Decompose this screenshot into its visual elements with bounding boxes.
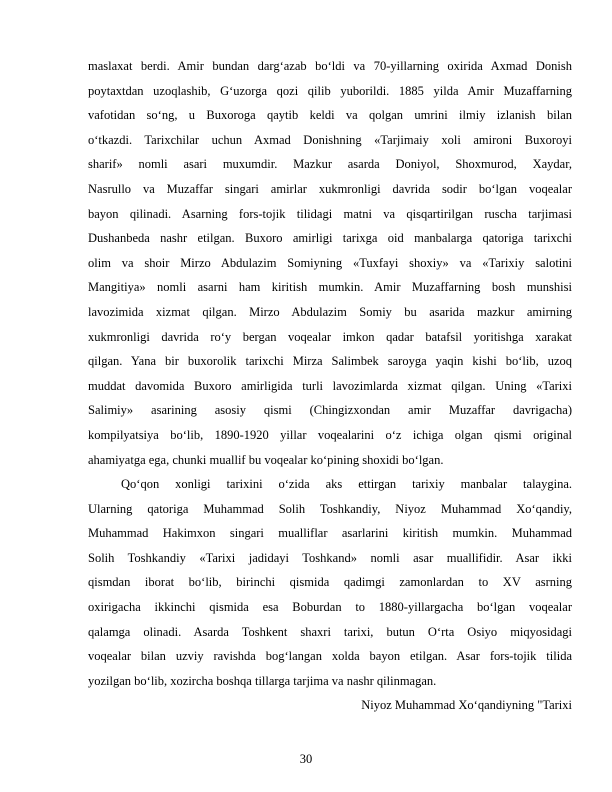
text-line: kompilyatsiya bo‘lib, 1890-1920 yillar voqealarini o‘z ichiga olgan qismi original — [88, 427, 572, 442]
text-line: Salimiy» asarining asosiy qismi (Chingizxondan amir Muzaffar davrigacha) — [88, 403, 572, 418]
text-line: qismdan iborat bo‘lib, birinchi qismida qadimgi zamonlardan to XV asrning — [88, 575, 572, 590]
text-line: Mangitiya» nomli asarni ham kiritish mumkin. Amir Muzaffarning bosh munshisi — [88, 280, 572, 295]
text-line: Solih Toshkandiy «Tarixi jadidayi Toshkand» nomli asar muallifidir. Asar ikki — [88, 550, 572, 565]
text-line: lavozimida xizmat qilgan. Mirzo Abdulazim Somiy bu asarida mazkur amirning — [88, 304, 572, 319]
paragraph-end-line: ahamiyatga ega, chunki muallif bu voqealar ko‘pining shoxidi bo‘lgan. — [88, 452, 444, 467]
text-line: poytaxtdan uzoqlashib, G‘uzorga qozi qilib yuborildi. 1885 yilda Amir Muzaffarning — [88, 83, 572, 98]
text-line: xukmronligi davrida ro‘y bergan voqealar imkon qadar batafsil yoritishga xarakat — [88, 329, 572, 344]
text-line: bayon qilinadi. Asarning fors-tojik tilidagi matni va qisqartirilgan ruscha tarjimasi — [88, 206, 572, 221]
text-line: Muhammad Hakimxon singari mualliflar asarlarini kiritish mumkin. Muhammad — [88, 526, 572, 541]
text-line: Ularning qatoriga Muhammad Solih Toshkandiy, Niyoz Muhammad Xo‘qandiy, — [88, 501, 572, 516]
text-line: Dushanbeda nashr etilgan. Buxoro amirligi tarixga oid manbalarga qatoriga tarixchi — [88, 231, 572, 246]
text-line: qilgan. Yana bir buxorolik tarixchi Mirza Salimbek saroyga yaqin kishi bo‘lib, uzoq — [88, 354, 572, 369]
paragraph-end-line: yozilgan bo‘lib, xozircha boshqa tillarga tarjima va nashr qilinmagan. — [88, 673, 437, 688]
text-line: Nasrullo va Muzaffar singari amirlar xukmronligi davrida sodir bo‘lgan voqealar — [88, 181, 572, 196]
page-number: 30 — [299, 752, 313, 766]
text-line: o‘tkazdi. Tarixchilar uchun Axmad Donishning «Tarjimaiy xoli amironi Buxoroyi — [88, 132, 572, 147]
document-body — [88, 54, 572, 718]
text-line: maslaxat berdi. Amir bundan darg‘azab bo‘ldi va 70-yillarning oxirida Axmad Donish — [88, 59, 572, 73]
text-line: vafotidan so‘ng, u Buxoroga qaytib keldi va qolgan umrini ilmiy izlanish bilan — [88, 108, 572, 123]
text-line: olim va shoir Mirzo Abdulazim Somiyning «Tuxfayi shoxiy» va «Tarixiy salotini — [88, 255, 572, 270]
text-line: oxirigacha ikkinchi qismida esa Boburdan to 1880-yillargacha bo‘lgan voqealar — [88, 600, 572, 615]
text-line: muddat davomida Buxoro amirligida turli lavozimlarda xizmat qilgan. Uning «Tarixi — [88, 378, 572, 393]
right-aligned-line: Niyoz Muhammad Xo‘qandiyning "Tarixi — [361, 698, 572, 713]
text-line: voqealar bilan uzviy ravishda bog‘langan xolda bayon etilgan. Asar fors-tojik tilida — [88, 649, 572, 664]
text-line: sharif» nomli asari muxumdir. Mazkur asarda Doniyol, Shoxmurod, Xaydar, — [88, 157, 572, 172]
text-line: qalamga olinadi. Asarda Toshkent shaxri tarixi, butun O‘rta Osiyo miqyosidagi — [88, 624, 572, 639]
paragraph-first-line: Qo‘qon xonligi tarixini o‘zida aks ettirgan tarixiy manbalar talaygina. — [121, 477, 572, 492]
